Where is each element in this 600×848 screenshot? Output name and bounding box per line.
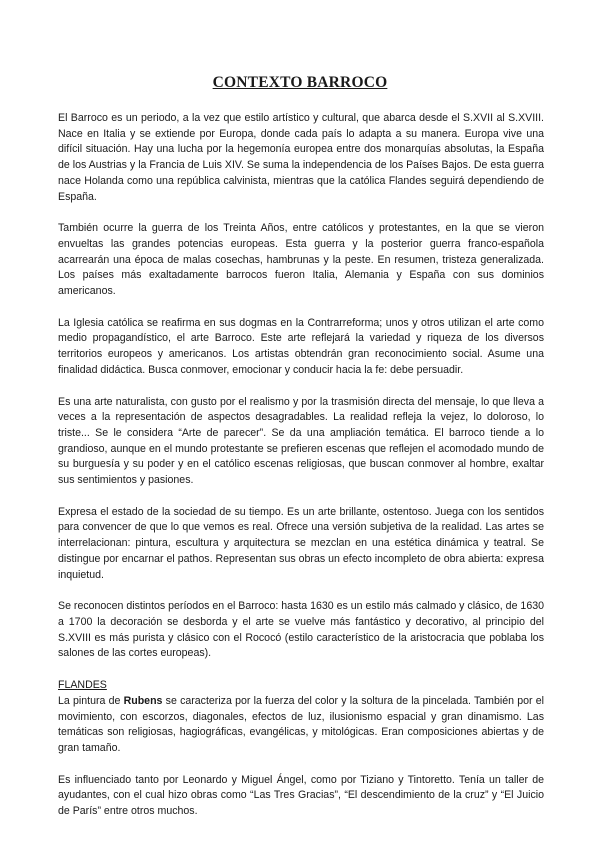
rubens-text-after: se caracteriza por la fuerza del color y la soltura de la pincelada. También por el movimiento, con escorzos, diagonales, efectos de luz, ilusionismo espacial y gran dinamismo. Las temáticas son religiosas, hagiográficas, evangélicas, y mitológicas. Eran composiciones abiertas y de gran tamaño. <box>58 694 544 754</box>
rubens-text-before: La pintura de <box>58 694 124 707</box>
paragraph-thirty-years-war: También ocurre la guerra de los Treinta Años, entre católicos y protestantes, en la que se vieron envueltas las grandes potencias europeas. Esta guerra y la posterior guerra franco-española acarrearán una época de malas cosechas, hambrunas y la peste. En resumen, tristeza generalizada. Los países más exaltadamente barrocos fueron Italia, Alemania y España con sus dominios americanos. <box>58 222 544 298</box>
paragraph-intro: El Barroco es un periodo, a la vez que estilo artístico y cultural, que abarca desde el S.XVII al S.XVIII. Nace en Italia y se extiende por Europa, donde cada país lo adapta a su manera. Europa vive una difícil situación. Hay una lucha por la hegemonía europea entre dos monarquías absolutas, la España de los Austrias y la Francia de Luis XIV. Se suma la independencia de los Países Bajos. De esta guerra nace Holanda como una república calvinista, mientras que la católica Flandes seguirá dependiendo de España. <box>58 112 544 203</box>
rubens-name: Rubens <box>123 694 163 707</box>
paragraph-influences: Es influenciado tanto por Leonardo y Miguel Ángel, como por Tiziano y Tintoretto. Tenía un taller de ayudantes, con el cual hizo obras como “Las Tres Gracias”, “El descendimiento de la cruz” y “El Juicio de París” entre otros muchos. <box>58 773 544 818</box>
paragraph-naturalism: Es una arte naturalista, con gusto por el realismo y por la trasmisión directa del mensaje, lo que lleva a veces a la representación de aspectos desagradables. La realidad refleja la vejez, lo doloroso, lo triste... Se le considera “Arte de parecer”. Se da una ampliación temática. El barroco tiende a lo grandioso, aunque en el mundo protestante se prefieren escenas que reflejen el acomodado mundo de su burguesía y su poder y en el católico escenas religiosas, que buscan conmover al hombre, exaltar sus sentimientos y pasiones. <box>58 395 544 487</box>
page-title: CONTEXTO BARROCO <box>212 74 388 91</box>
paragraph-rubens <box>58 694 544 757</box>
paragraph-society: Expresa el estado de la sociedad de su tiempo. Es un arte brillante, ostentoso. Juega con los sentidos para convencer de que lo que vemos es real. Ofrece una versión subjetiva de la realidad. Las artes se interrelacionan: pintura, escultura y arquitectura se mezclan en una estética dinámica y teatral. Se distingue por encarnar el pathos. Representan sus obras un efecto incompleto de obra abierta: expresa inquietud. <box>58 505 544 581</box>
section-heading-flandes: FLANDES <box>58 679 107 692</box>
paragraph-church: La Iglesia católica se reafirma en sus dogmas en la Contrarreforma; unos y otros utilizan el arte como medio propagandístico, el arte Barroco. Este arte reflejará la variedad y riqueza de los diversos territorios europeos y americanos. Los artistas obtendrán gran reconocimiento social. Asume una finalidad didáctica. Busca conmover, emocionar y conducir hacia la fe: debe persuadir. <box>58 316 544 376</box>
paragraph-periods: Se reconocen distintos períodos en el Barroco: hasta 1630 es un estilo más calmado y clásico, de 1630 a 1700 la decoración se desborda y el arte se vuelve más fantástico y decorativo, al principio del S.XVIII es más purista y clásico con el Rococó (estilo característico de la aristocracia que poblaba los salones de las cortes europeas). <box>58 600 544 660</box>
